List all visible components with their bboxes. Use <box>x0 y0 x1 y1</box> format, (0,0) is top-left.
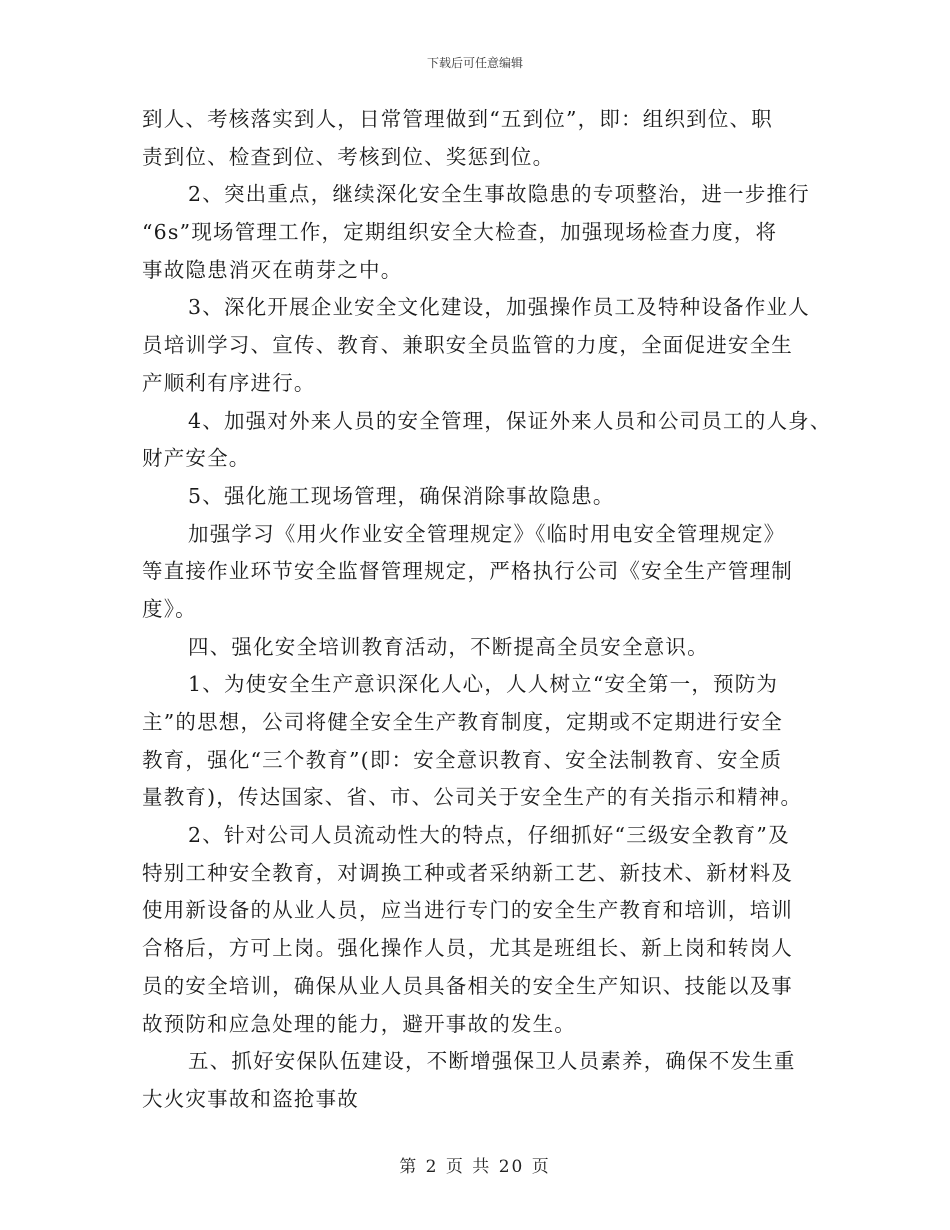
body-text-line: 等直接作业环节安全监督管理规定，严格执行公司《安全生产管理制 <box>142 559 793 584</box>
body-text-line: 四、强化安全培训教育活动，不断提高全员安全意识。 <box>188 634 709 659</box>
body-text-line: 到人、考核落实到人，日常管理做到“五到位”，即：组织到位、职 <box>142 107 773 131</box>
body-text-line: 故预防和应急处理的能力，避开事故的发生。 <box>142 1011 576 1036</box>
body-text-line: 五、抓好安保队伍建设，不断增强保卫人员素养，确保不发生重 <box>188 1049 796 1074</box>
body-text-line: 5、强化施工现场管理，确保消除事故隐患。 <box>188 483 615 508</box>
body-text-line: 3、深化开展企业安全文化建设，加强操作员工及特种设备作业人 <box>188 295 810 320</box>
body-text-line: 合格后，方可上岗。强化操作人员，尤其是班组长、新上岗和转岗人 <box>142 936 793 961</box>
body-text-line: 加强学习《用火作业安全管理规定》《临时用电安全管理规定》 <box>188 521 786 546</box>
body-text-line: 财产安全。 <box>142 446 251 471</box>
body-text-line: 事故隐患消灭在萌芽之中。 <box>142 257 403 282</box>
body-text-line: “6s”现场管理工作，定期组织安全大检查，加强现场检查力度，将 <box>142 220 778 245</box>
page-header: 下载后可任意编辑 <box>426 56 523 70</box>
body-text-line: 责到位、检查到位、考核到位、奖惩到位。 <box>142 144 555 169</box>
body-text-line: 度》。 <box>142 596 197 621</box>
page-footer: 第 2 页 共 20 页 <box>399 1157 551 1177</box>
body-text-line: 大火灾事故和盗抢事故 <box>142 1086 359 1111</box>
body-text-line: 员的安全培训，确保从业人员具备相关的安全生产知识、技能以及事 <box>142 973 793 998</box>
body-text-line: 4、加强对外来人员的安全管理，保证外来人员和公司员工的人身、 <box>188 408 832 433</box>
body-text-line: 使用新设备的从业人员，应当进行专门的安全生产教育和培训，培训 <box>142 898 793 923</box>
body-text-line: 教育，强化“三个教育”(即：安全意识教育、安全法制教育、安全质 <box>142 747 783 772</box>
body-text-line: 量教育)，传达国家、省、市、公司关于安全生产的有关指示和精神。 <box>142 785 803 810</box>
body-text-line: 1、为使安全生产意识深化人心，人人树立“安全第一，预防为 <box>188 672 779 697</box>
body-text-line: 2、突出重点，继续深化安全生事故隐患的专项整治，进一步推行 <box>188 182 810 207</box>
body-text-line: 员培训学习、宣传、教育、兼职安全员监管的力度，全面促进安全生 <box>142 333 793 358</box>
body-text-line: 特别工种安全教育，对调换工种或者采纳新工艺、新技术、新材料及 <box>142 860 793 885</box>
document-body <box>142 101 832 1119</box>
body-text-line: 2、针对公司人员流动性大的特点，仔细抓好“三级安全教育”及 <box>188 823 790 848</box>
body-text-line: 主”的思想，公司将健全安全生产教育制度，定期或不定期进行安全 <box>142 710 783 734</box>
body-text-line: 产顺利有序进行。 <box>142 370 316 395</box>
